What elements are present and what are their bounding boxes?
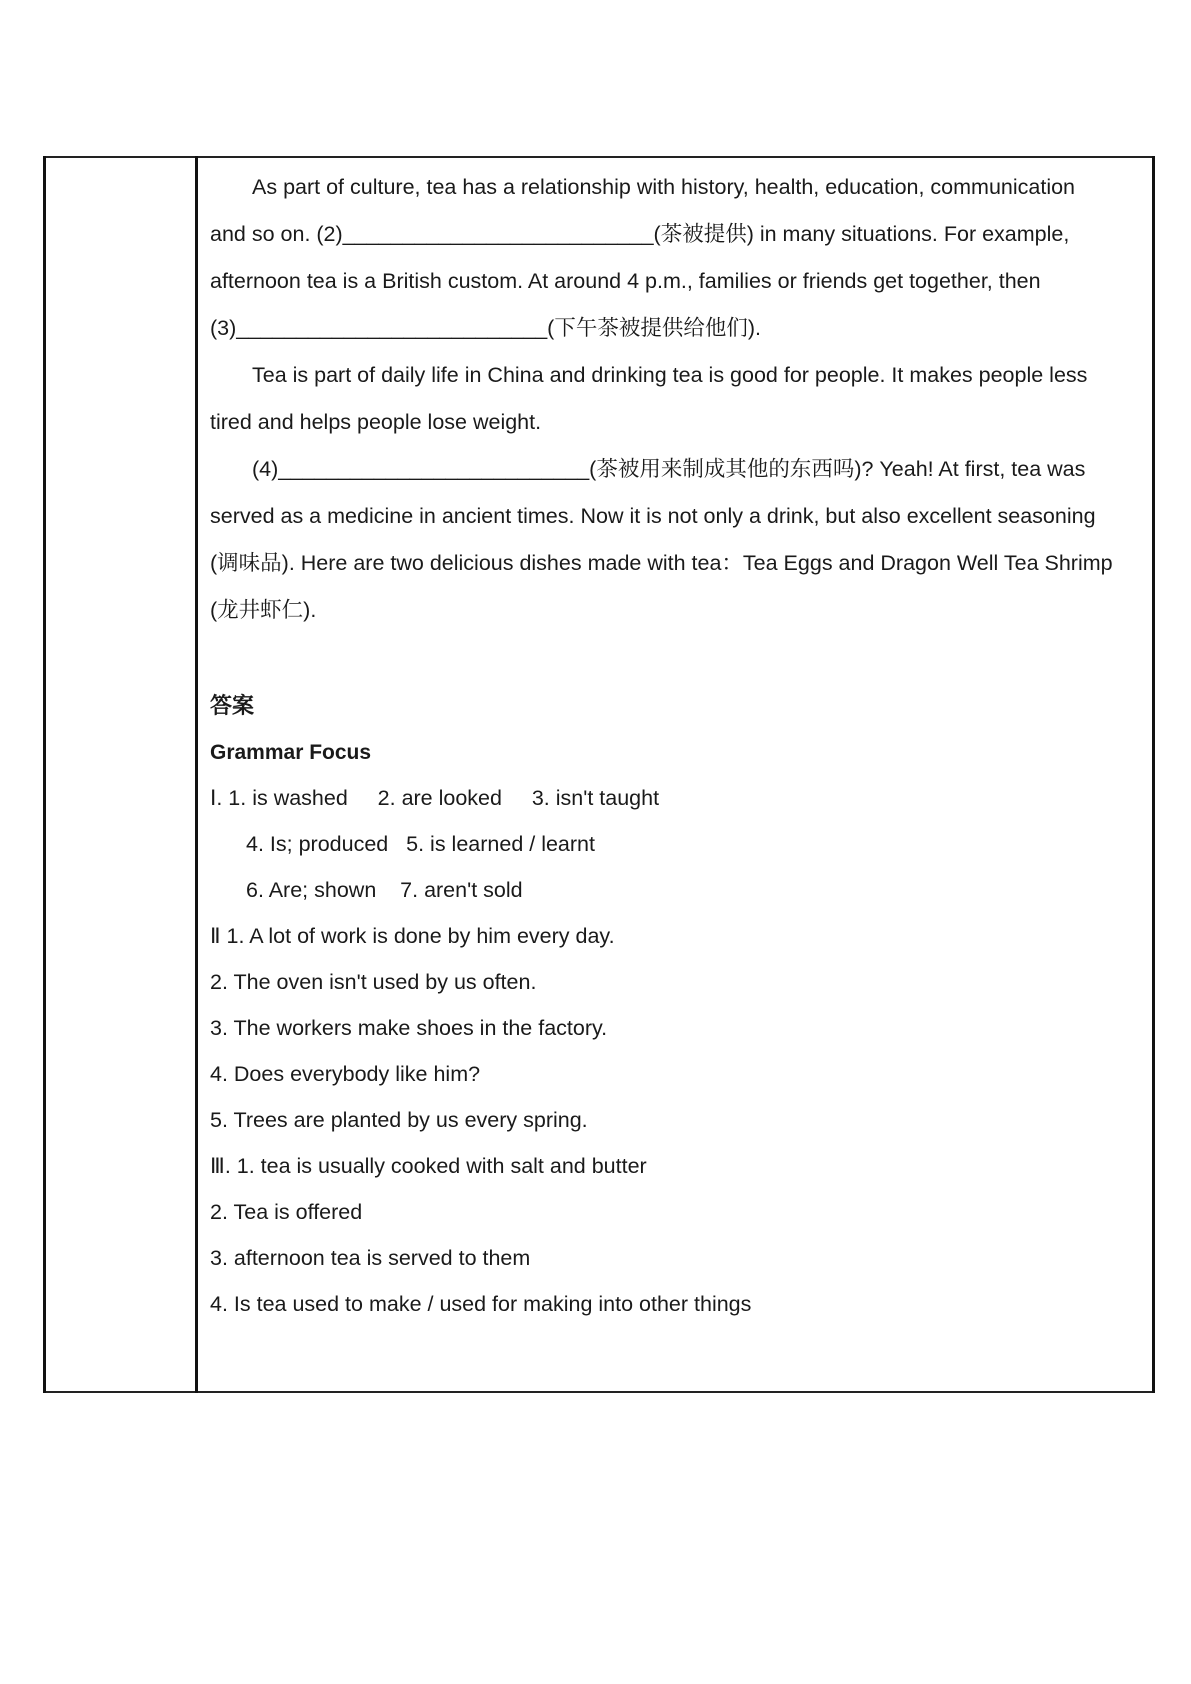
reading-passage — [210, 164, 1140, 634]
answer-line: Ⅲ. 1. tea is usually cooked with salt and butter — [210, 1154, 647, 1178]
label-column-cell — [45, 157, 197, 1392]
passage-line: afternoon tea is a British custom. At around 4 p.m., families or friends get together, then — [210, 269, 1041, 293]
passage-line: (4)__________________________(茶被用来制成其他的东西吗)? Yeah! At first, tea was — [252, 457, 1086, 481]
answer-line: 5. Trees are planted by us every spring. — [210, 1108, 588, 1132]
answer-line: 2. Tea is offered — [210, 1200, 363, 1224]
passage-line: (龙井虾仁). — [210, 598, 317, 622]
answer-line: 4. Is tea used to make / used for making into other things — [210, 1292, 752, 1316]
answer-line: 3. The workers make shoes in the factory. — [210, 1016, 608, 1040]
content-column-cell — [197, 157, 1154, 1392]
section-heading: Grammar Focus — [210, 741, 372, 764]
passage-line: served as a medicine in ancient times. Now it is not only a drink, but also excellent seasoning — [210, 504, 1096, 528]
passage-line: As part of culture, tea has a relationship with history, health, education, communication — [252, 175, 1076, 199]
passage-line: Tea is part of daily life in China and drinking tea is good for people. It makes people less — [252, 363, 1088, 387]
worksheet-table — [43, 156, 1155, 1393]
answer-line: 2. The oven isn't used by us often. — [210, 970, 537, 994]
answer-title: 答案 — [210, 693, 255, 718]
passage-line: and so on. (2)__________________________(茶被提供) in many situations. For example, — [210, 222, 1070, 246]
answer-line: 6. Are; shown 7. aren't sold — [246, 878, 523, 902]
answer-key — [210, 681, 1140, 1327]
answer-line: 4. Does everybody like him? — [210, 1062, 481, 1086]
passage-line: tired and helps people lose weight. — [210, 410, 542, 434]
section-spacer — [210, 634, 1140, 681]
answer-line: 3. afternoon tea is served to them — [210, 1246, 531, 1270]
answer-line: Ⅰ. 1. is washed 2. are looked 3. isn't taught — [210, 786, 660, 810]
content-body — [198, 158, 1152, 1327]
passage-line: (3)__________________________(下午茶被提供给他们). — [210, 316, 761, 340]
answer-line: Ⅱ 1. A lot of work is done by him every day. — [210, 924, 615, 948]
answer-line: 4. Is; produced 5. is learned / learnt — [246, 832, 595, 856]
passage-line: (调味品). Here are two delicious dishes made with tea：Tea Eggs and Dragon Well Tea Shrimp — [210, 551, 1113, 575]
